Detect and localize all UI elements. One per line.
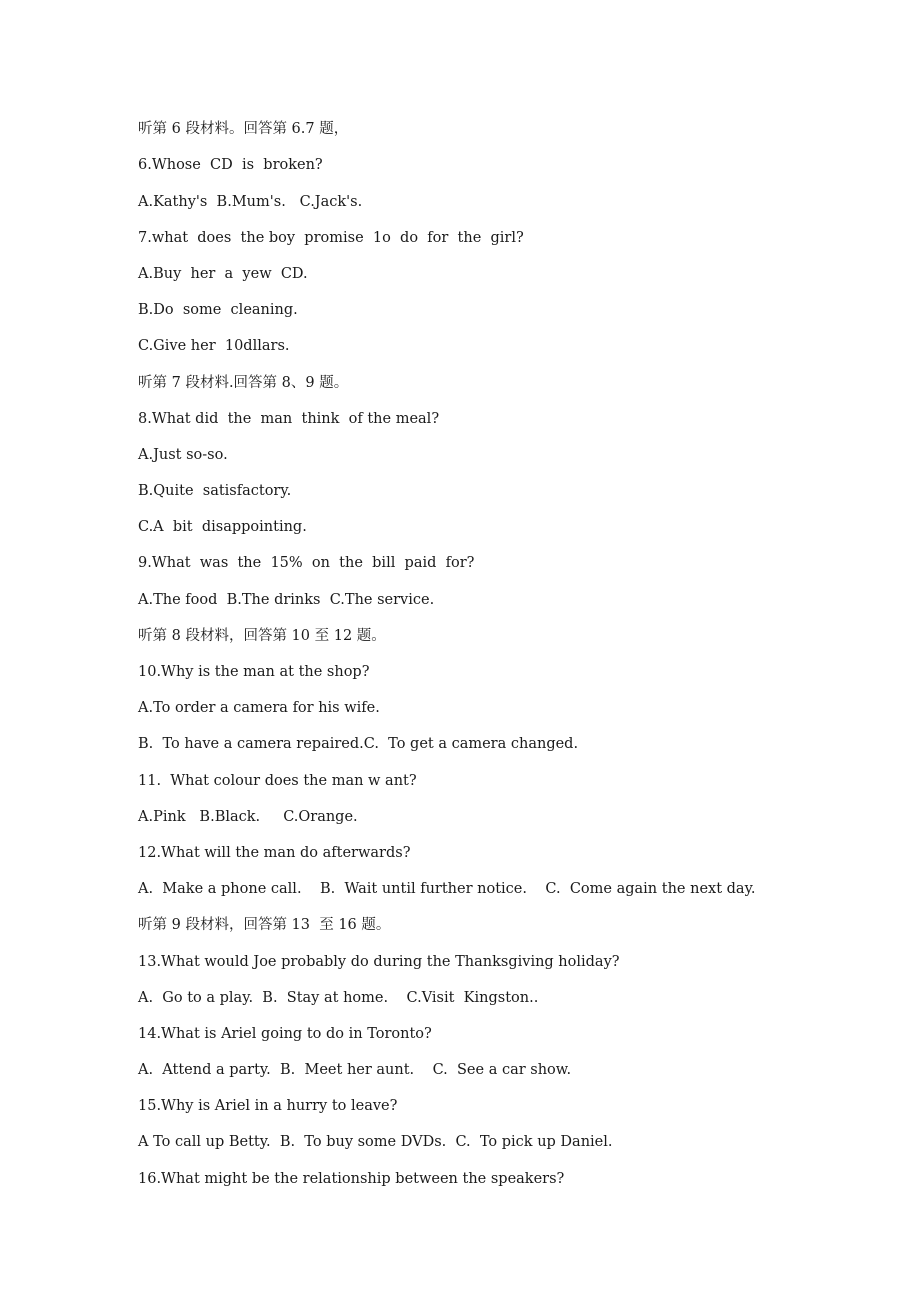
answer-options-6: A.Kathy's B.Mum's. C.Jack's. (138, 194, 363, 210)
section-heading-6: 听第 6 段材料。回答第 6.7 题， (138, 121, 349, 137)
answer-options-15: A To call up Betty. B. To buy some DVDs. C. To pick up Daniel. (138, 1134, 613, 1150)
answer-options-11: A.Pink B.Black. C.Orange. (138, 809, 358, 825)
answer-option-8a: A.Just so-so. (138, 447, 228, 463)
section-heading-9: 听第 9 段材料，回答第 13 至 16 题。 (138, 917, 391, 933)
answer-options-14: A. Attend a party. B. Meet her aunt. C. See a car show. (138, 1062, 572, 1078)
answer-option-8c: C.A bit disappointing. (138, 519, 307, 535)
question-7: 7.what does the boy promise 1o do for the girl? (138, 230, 524, 246)
answer-option-7c: C.Give her 10dllars. (138, 338, 290, 354)
answer-option-7b: B.Do some cleaning. (138, 302, 298, 318)
answer-option-7a: A.Buy her a yew CD. (138, 266, 308, 282)
answer-options-13: A. Go to a play. B. Stay at home. C.Visit Kingston.. (138, 990, 539, 1006)
question-16: 16.What might be the relationship between the speakers? (138, 1171, 565, 1187)
section-heading-7: 听第 7 段材料.回答第 8、9 题。 (138, 375, 349, 391)
question-15: 15.Why is Ariel in a hurry to leave? (138, 1098, 398, 1114)
answer-option-8b: B.Quite satisfactory. (138, 483, 292, 499)
answer-option-10a: A.To order a camera for his wife. (138, 700, 380, 716)
question-10: 10.Why is the man at the shop? (138, 664, 370, 680)
question-14: 14.What is Ariel going to do in Toronto? (138, 1026, 432, 1042)
question-6: 6.Whose CD is broken? (138, 157, 323, 173)
answer-options-12: A. Make a phone call. B. Wait until further notice. C. Come again the next day. (138, 881, 756, 897)
question-8: 8.What did the man think of the meal? (138, 411, 440, 427)
question-11: 11. What colour does the man w ant? (138, 773, 417, 789)
answer-options-10bc: B. To have a camera repaired.C. To get a camera changed. (138, 736, 579, 752)
section-heading-8: 听第 8 段材料，回答第 10 至 12 题。 (138, 628, 386, 644)
question-9: 9.What was the 15% on the bill paid for? (138, 555, 475, 571)
question-13: 13.What would Joe probably do during the Thanksgiving holiday? (138, 954, 620, 970)
question-12: 12.What will the man do afterwards? (138, 845, 411, 861)
answer-options-9: A.The food B.The drinks C.The service. (138, 592, 435, 608)
